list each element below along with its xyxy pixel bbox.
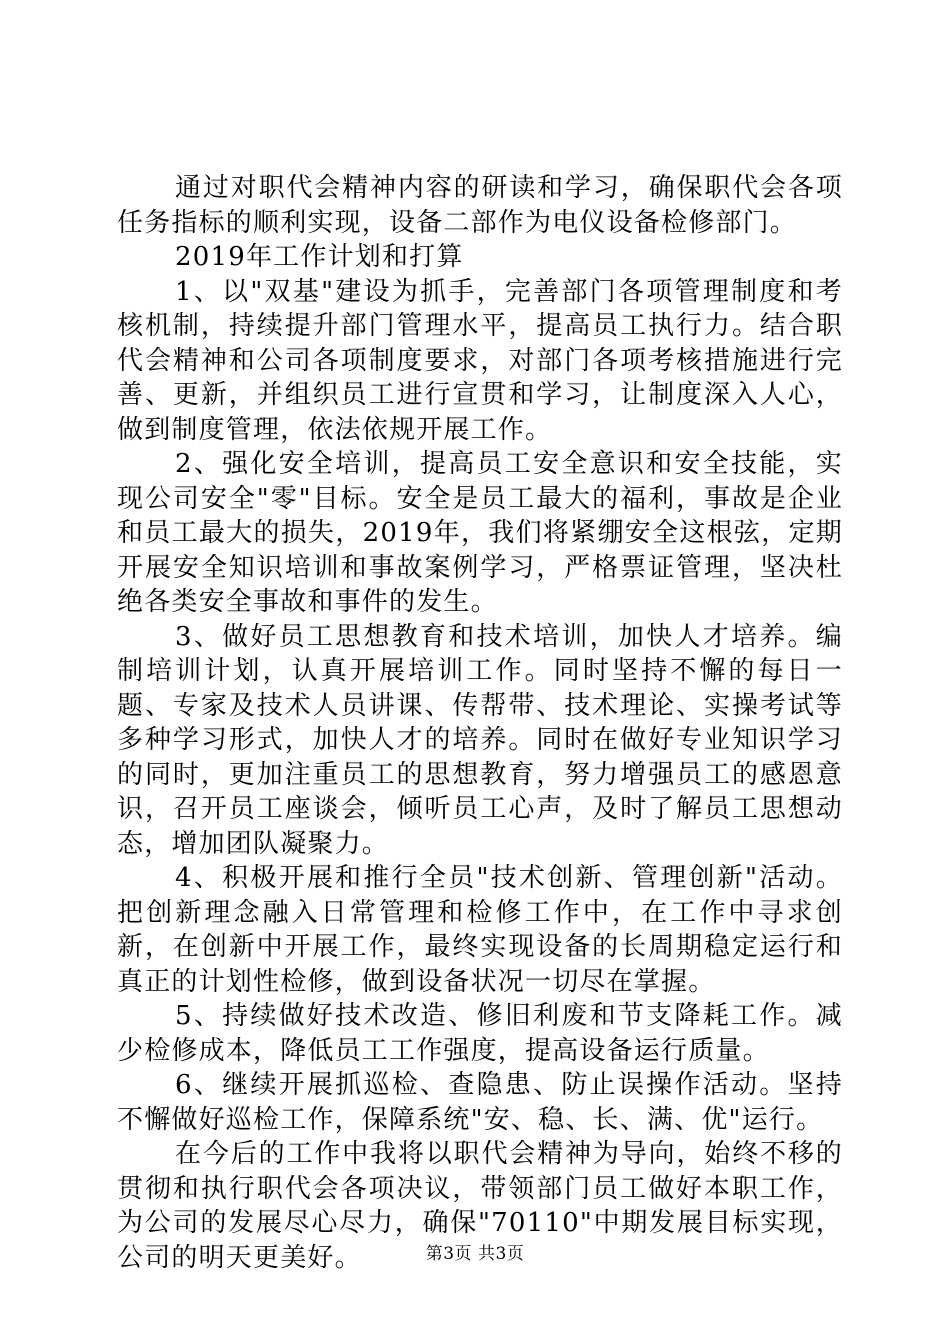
paragraph-item-6: 6、继续开展抓巡检、查隐患、防止误操作活动。坚持不懈做好巡检工作，保障系统"安、稳、长、满、优"运行。	[117, 1070, 843, 1135]
paragraph-item-5: 5、持续做好技术改造、修旧利废和节支降耗工作。减少检修成本，降低员工工作强度，提高设备运行质量。	[117, 1001, 843, 1066]
paragraph-item-3: 3、做好员工思想教育和技术培训，加快人才培养。编制培训计划，认真开展培训工作。同时坚持不懈的每日一题、专家及技术人员讲课、传帮带、技术理论、实操考试等多种学习形式，加快人才的培养。同时在做好专业知识学习的同时，更加注重员工的思想教育，努力增强员工的感恩意识，召开员工座谈会，倾听员工心声，及时了解员工思想动态，增加团队凝聚力。	[117, 621, 843, 859]
section-heading: 2019年工作计划和打算	[175, 242, 464, 272]
document-body	[117, 171, 843, 1275]
paragraph-item-4: 4、积极开展和推行全员"技术创新、管理创新"活动。把创新理念融入日常管理和检修工作中，在工作中寻求创新，在创新中开展工作，最终实现设备的长周期稳定运行和真正的计划性检修，做到设备状况一切尽在掌握。	[117, 863, 843, 997]
paragraph-conclusion: 在今后的工作中我将以职代会精神为导向，始终不移的贯彻和执行职代会各项决议，带领部门员工做好本职工作，为公司的发展尽心尽力，确保"70110"中期发展目标实现，公司的明天更美好。	[117, 1139, 843, 1273]
page-number-footer: 第3页 共3页	[425, 1244, 525, 1264]
paragraph-item-1: 1、以"双基"建设为抓手，完善部门各项管理制度和考核机制，持续提升部门管理水平，提高员工执行力。结合职代会精神和公司各项制度要求，对部门各项考核措施进行完善、更新，并组织员工进行宣贯和学习，让制度深入人心，做到制度管理，依法依规开展工作。	[117, 276, 843, 445]
paragraph-item-2: 2、强化安全培训，提高员工安全意识和安全技能，实现公司安全"零"目标。安全是员工最大的福利，事故是企业和员工最大的损失，2019年，我们将紧绷安全这根弦，定期开展安全知识培训和事故案例学习，严格票证管理，坚决杜绝各类安全事故和事件的发生。	[117, 449, 843, 617]
paragraph-intro: 通过对职代会精神内容的研读和学习，确保职代会各项任务指标的顺利实现，设备二部作为电仪设备检修部门。	[117, 173, 843, 238]
